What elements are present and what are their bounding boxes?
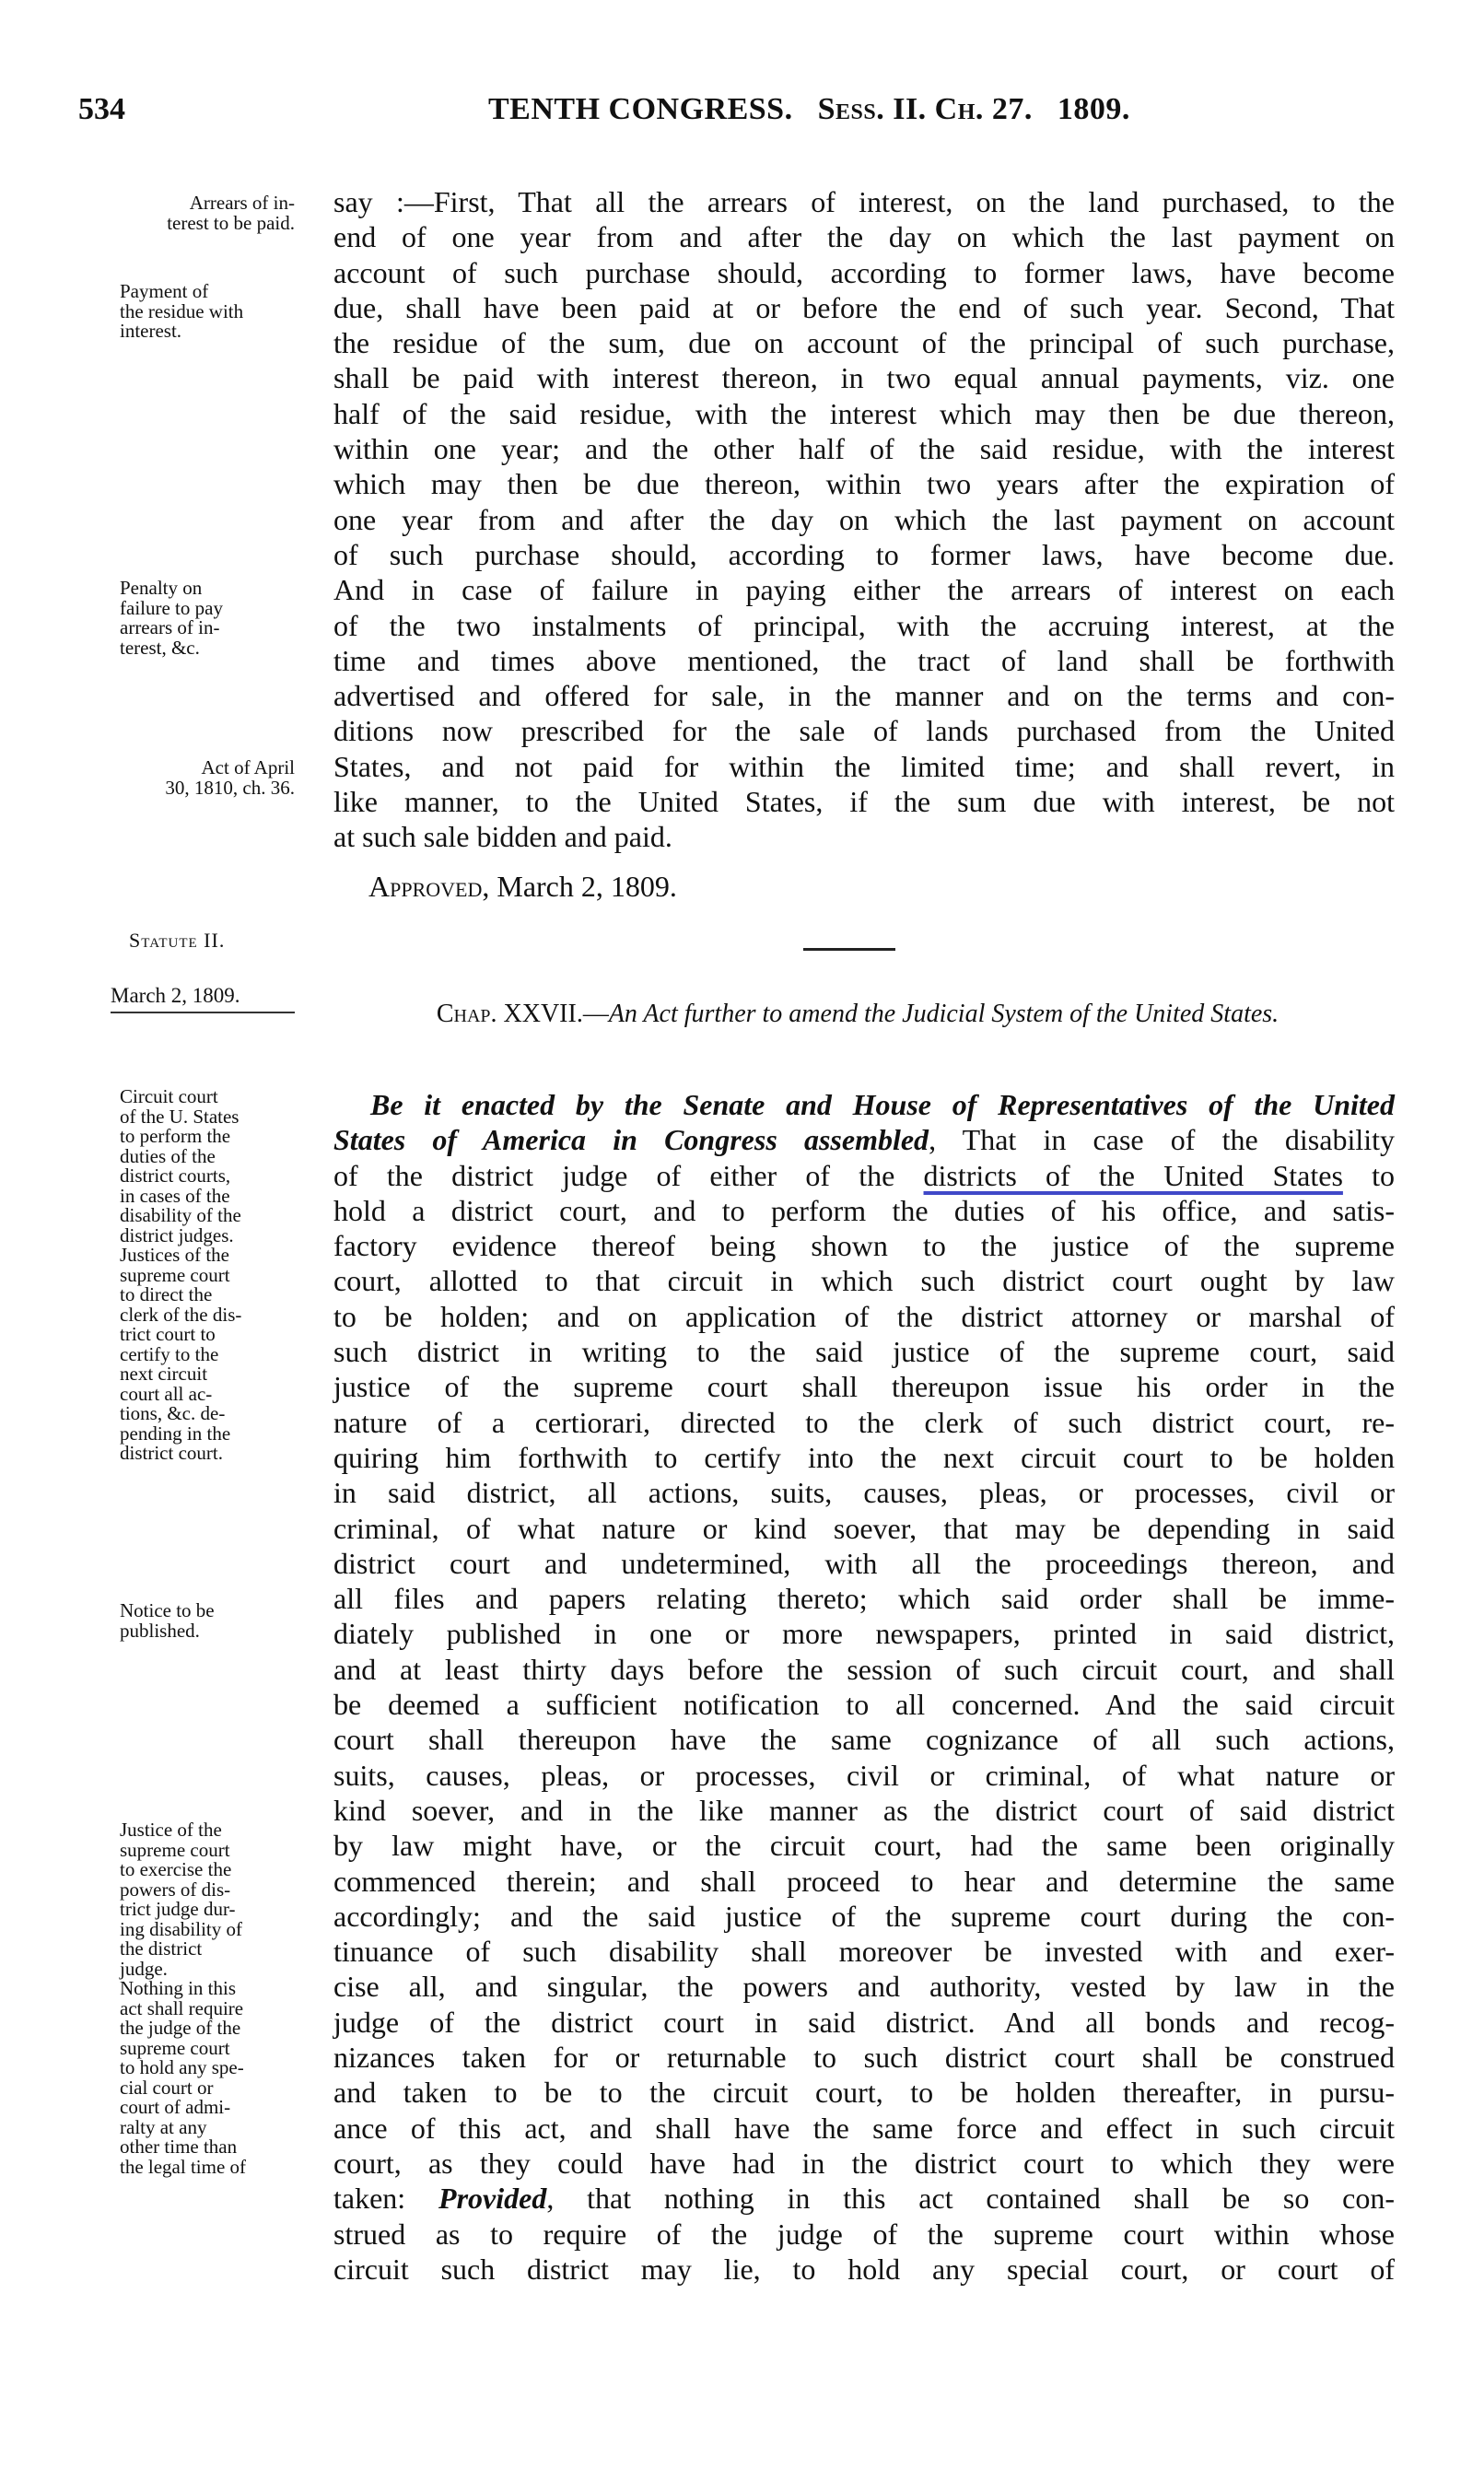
chapter-title: An Act further to amend the Judicial System of the United States. xyxy=(608,1000,1280,1028)
margin-line: to direct the xyxy=(120,1283,213,1305)
text-line: court, as they could have had in the district court to which they were xyxy=(333,2146,1395,2180)
margin-note-penalty xyxy=(120,579,295,658)
margin-line: Notice to be xyxy=(120,1599,215,1621)
margin-line: district courts, xyxy=(120,1164,231,1187)
text-line: cise all, and singular, the powers and authority, vested by law in the xyxy=(333,1970,1395,2004)
approved-label: Approved xyxy=(368,870,483,903)
session-label: Sess. II. xyxy=(817,92,927,126)
margin-line: court of admi- xyxy=(120,2096,231,2118)
text-line: all files and papers relating thereto; which said order shall be imme- xyxy=(333,1582,1395,1616)
margin-line: Circuit court xyxy=(120,1085,218,1107)
congress-title: TENTH CONGRESS. xyxy=(488,92,793,126)
margin-line: district court. xyxy=(120,1442,223,1464)
margin-line: district judges. xyxy=(120,1223,234,1246)
enacting-clause-line1 xyxy=(333,1087,1395,1122)
text-line: within one year; and the other half of the said residue, with the interest xyxy=(333,432,1395,466)
text-line: due, shall have been paid at or before the end of such year. Second, That xyxy=(333,290,1395,324)
section2-body xyxy=(333,1087,1395,2287)
text-line: court shall thereupon have the same cognizance of all such actions, xyxy=(333,1723,1395,1757)
text-line: commenced therein; and shall proceed to hear and determine the same xyxy=(333,1864,1395,1898)
running-title xyxy=(488,92,1130,127)
chapter-number: Ch. 27. xyxy=(934,92,1033,126)
margin-line: powers of dis- xyxy=(120,1878,231,1901)
text-line: States, and not paid for within the limited time; and shall revert, in xyxy=(333,749,1395,783)
text-line: be deemed a sufficient notification to all concerned. And the said circuit xyxy=(333,1688,1395,1722)
margin-note-nothing-requires xyxy=(120,1979,295,2177)
margin-note-circuit-court xyxy=(120,1087,295,1246)
text-line: strued as to require of the judge of the supreme court within whose xyxy=(333,2217,1395,2251)
margin-line: trict court to xyxy=(120,1323,216,1345)
margin-line: failure to pay xyxy=(120,596,223,619)
text-fragment: , That in case of the disability xyxy=(929,1123,1396,1157)
margin-line: to exercise the xyxy=(120,1858,232,1880)
margin-line: terest to be paid. xyxy=(167,211,295,234)
margin-note-arrears xyxy=(120,193,295,233)
approved-date: , March 2, 1809. xyxy=(482,870,677,903)
text-line: end of one year from and after the day on which the last payment on xyxy=(333,220,1395,254)
provided-line xyxy=(333,2181,1395,2216)
text-line: suits, causes, pleas, or processes, civil or criminal, of what nature or xyxy=(333,1758,1395,1792)
text-fragment: , that nothing in this act contained shall be so con- xyxy=(546,2182,1396,2216)
chapter-dash: — xyxy=(582,1000,609,1028)
margin-line: duties of the xyxy=(120,1144,216,1167)
margin-line: cial court or xyxy=(120,2076,214,2099)
text-line: nizances taken for or returnable to such district court shall be construed xyxy=(333,2041,1395,2075)
margin-line: court all ac- xyxy=(120,1382,213,1405)
text-line: factory evidence thereof being shown to the justice of the supreme xyxy=(333,1229,1395,1263)
margin-note-notice-published xyxy=(120,1601,295,1641)
margin-line: Penalty on xyxy=(120,577,203,599)
text-line: by law might have, or the circuit court, had the same been originally xyxy=(333,1829,1395,1863)
margin-line: Act of April xyxy=(201,756,295,778)
text-line: and taken to be to the circuit court, to be holden thereafter, in pursu- xyxy=(333,2076,1395,2110)
approved-line xyxy=(368,870,677,904)
text-line-highlighted xyxy=(333,1158,1395,1193)
margin-note-justices-direct-clerk xyxy=(120,1246,295,1464)
margin-line: the residue with xyxy=(120,299,244,322)
margin-line: ralty at any xyxy=(120,2115,207,2138)
margin-note-act-april xyxy=(120,758,295,798)
margin-line: disability of the xyxy=(120,1204,241,1226)
text-line: district court and undetermined, with all the proceedings thereon, and xyxy=(333,1546,1395,1580)
highlighted-phrase[interactable]: districts of the United States xyxy=(923,1158,1343,1192)
text-line: quiring him forthwith to certify into the next circuit court to be holden xyxy=(333,1440,1395,1474)
margin-line: 30, 1810, ch. 36. xyxy=(165,776,295,799)
text-line: say :—First, That all the arrears of interest, on the land purchased, to the xyxy=(333,185,1395,218)
margin-line: Justice of the xyxy=(120,1819,222,1841)
margin-line: supreme court xyxy=(120,1263,230,1286)
margin-line: the district xyxy=(120,1937,203,1960)
text-line: the residue of the sum, due on account of the principal of such purchase, xyxy=(333,326,1395,360)
text-line: nature of a certiorari, directed to the clerk of such district court, re- xyxy=(333,1405,1395,1439)
text-line: account of such purchase should, according to former laws, have become xyxy=(333,255,1395,289)
text-line: time and times above mentioned, the tract of land shall be forthwith xyxy=(333,643,1395,677)
text-line: ance of this act, and shall have the same force and effect in such circuit xyxy=(333,2111,1395,2145)
provided-word: Provided xyxy=(438,2182,547,2216)
statute-date: March 2, 1809. xyxy=(111,984,295,1013)
margin-line: terest, &c. xyxy=(120,636,200,659)
margin-note-payment-residue xyxy=(120,282,295,342)
text-line: one year from and after the day on which the last payment on account xyxy=(333,502,1395,536)
margin-line: other time than xyxy=(120,2136,238,2158)
text-line: and at least thirty days before the session of such circuit court, and shall xyxy=(333,1652,1395,1686)
margin-line: interest. xyxy=(120,320,182,342)
margin-note-justice-exercise-powers xyxy=(120,1820,295,1979)
margin-line: supreme court xyxy=(120,1838,230,1861)
text-line: And in case of failure in paying either the arrears of interest on each xyxy=(333,573,1395,607)
margin-line: to hold any spe- xyxy=(120,2056,244,2078)
text-line: shall be paid with interest thereon, in two equal annual payments, viz. one xyxy=(333,361,1395,395)
text-line: judge of the district court in said district. And all bonds and recog- xyxy=(333,2005,1395,2039)
text-line: accordingly; and the said justice of the supreme court during the con- xyxy=(333,1899,1395,1933)
text-line: which may then be due thereon, within two years after the expiration of xyxy=(333,467,1395,501)
margin-line: of the U. States xyxy=(120,1105,240,1128)
margin-line: to perform the xyxy=(120,1125,231,1147)
enacting-clause-text: States of America in Congress assembled xyxy=(333,1123,929,1157)
text-line: like manner, to the United States, if the sum due with interest, be not xyxy=(333,785,1395,819)
text-line: advertised and offered for sale, in the manner and on the terms and con- xyxy=(333,679,1395,713)
text-fragment: to xyxy=(1342,1158,1396,1192)
running-header xyxy=(0,92,1484,138)
margin-line: in cases of the xyxy=(120,1184,230,1207)
margin-line: Justices of the xyxy=(120,1244,229,1266)
text-line: such district in writing to the said justice of the supreme court, said xyxy=(333,1335,1395,1369)
margin-line: ing disability of xyxy=(120,1917,242,1940)
margin-line: next circuit xyxy=(120,1363,208,1385)
margin-line: trict judge dur- xyxy=(120,1898,236,1920)
text-line: kind soever, and in the like manner as the district court of said district xyxy=(333,1793,1395,1827)
text-fragment: of the district judge of either of the xyxy=(333,1158,924,1192)
chapter-heading xyxy=(321,1000,1395,1028)
text-line: of the two instalments of principal, with the accruing interest, at the xyxy=(333,608,1395,642)
enacting-clause-line2 xyxy=(333,1122,1395,1157)
margin-line: clerk of the dis- xyxy=(120,1303,242,1326)
text-line: tinuance of such disability shall moreover be invested with and exer- xyxy=(333,1935,1395,1969)
margin-line: arrears of in- xyxy=(120,616,220,638)
text-fragment: taken: xyxy=(333,2182,439,2216)
text-line: justice of the supreme court shall thereupon issue his order in the xyxy=(333,1370,1395,1404)
text-line: court, allotted to that circuit in which such district court ought by law xyxy=(333,1264,1395,1298)
text-line: at such sale bidden and paid. xyxy=(333,820,672,854)
margin-line: published. xyxy=(120,1619,200,1642)
section-divider xyxy=(803,948,895,951)
margin-line: act shall require xyxy=(120,1996,244,2019)
margin-line: Nothing in this xyxy=(120,1977,237,1999)
text-line: half of the said residue, with the interest which may then be due thereon, xyxy=(333,396,1395,430)
section1-body xyxy=(333,184,1395,855)
margin-line: certify to the xyxy=(120,1342,219,1365)
text-line: criminal, of what nature or kind soever, that may be depending in said xyxy=(333,1511,1395,1545)
margin-line: Payment of xyxy=(120,280,209,302)
text-line: of such purchase should, according to former laws, have become due. xyxy=(333,537,1395,571)
margin-line: the legal time of xyxy=(120,2155,247,2178)
text-line: in said district, all actions, suits, causes, pleas, or processes, civil or xyxy=(333,1476,1395,1510)
margin-line: tions, &c. de- xyxy=(120,1402,226,1424)
page-number: 534 xyxy=(78,92,125,126)
margin-line: the judge of the xyxy=(120,2017,241,2039)
margin-line: judge. xyxy=(120,1957,168,1980)
header-year: 1809. xyxy=(1057,92,1130,126)
text-line: diately published in one or more newspapers, printed in said district, xyxy=(333,1617,1395,1651)
margin-line: Arrears of in- xyxy=(189,192,295,214)
text-line: ditions now prescribed for the sale of lands purchased from the United xyxy=(333,714,1395,748)
text-line: circuit such district may lie, to hold any special court, or court of xyxy=(333,2252,1395,2286)
chapter-label: Chap. XXVII. xyxy=(436,1000,583,1028)
margin-line: supreme court xyxy=(120,2036,230,2059)
text-line: to be holden; and on application of the district attorney or marshal of xyxy=(333,1299,1395,1333)
enacting-clause-text: Be it enacted by the Senate and House of Representatives of the United xyxy=(370,1088,1395,1121)
statute-label: Statute II. xyxy=(129,929,226,952)
margin-line: pending in the xyxy=(120,1422,231,1445)
text-line: hold a district court, and to perform the duties of his office, and satis- xyxy=(333,1193,1395,1227)
